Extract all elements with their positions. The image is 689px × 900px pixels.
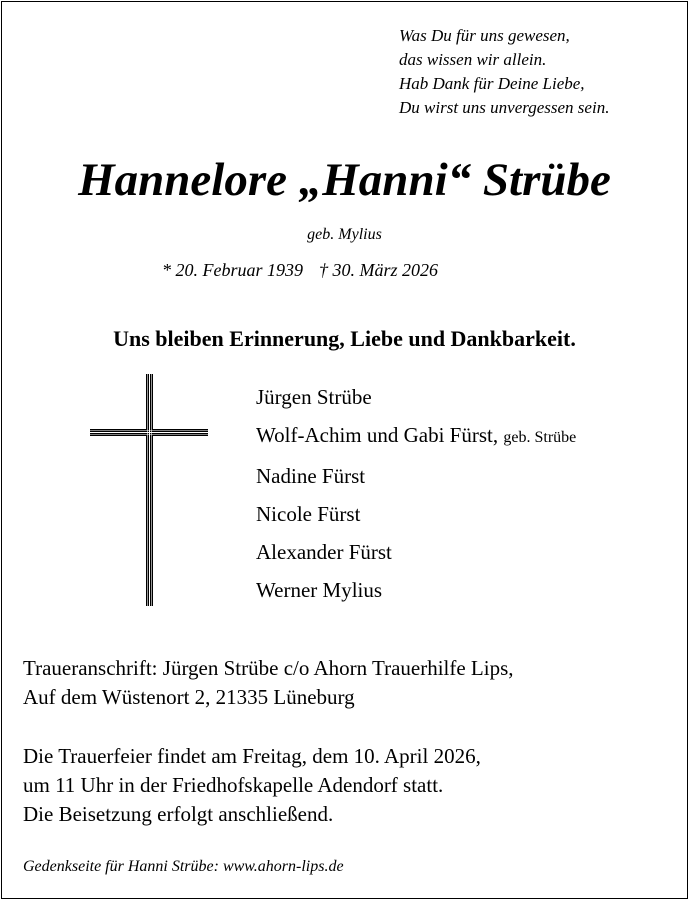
mourner: Jürgen Strübe [256,385,372,409]
service-line: Die Trauerfeier findet am Freitag, dem 10. April 2026, [23,744,481,768]
motto: Uns bleiben Erinnerung, Liebe und Dankbarkeit. [113,326,576,351]
service-line: Die Beisetzung erfolgt anschließend. [23,802,334,826]
deceased-name: Hannelore „Hanni“ Strübe [78,154,611,206]
mourner: Werner Mylius [256,578,383,602]
birth-name: geb. Mylius [307,226,382,243]
poem-line: Hab Dank für Deine Liebe, [399,74,585,93]
mourner-note: geb. Strübe [503,429,577,446]
mourner: Nicole Fürst [256,502,361,526]
life-dates [162,258,438,282]
mourners-list [256,378,576,609]
memorial-page-link: Gedenkseite für Hanni Strübe: www.ahorn-lips.de [23,858,344,875]
mourner: Alexander Fürst [256,540,392,564]
cross-icon [90,374,208,606]
address-line: Auf dem Wüstenort 2, 21335 Lüneburg [23,685,355,709]
mourner: Nadine Fürst [256,464,366,488]
funeral-service-info [23,742,481,829]
mourning-address [23,654,514,712]
service-line: um 11 Uhr in der Friedhofskapelle Adendorf statt. [23,773,444,797]
poem-line: Was Du für uns gewesen, [399,26,570,45]
poem-line: Du wirst uns unvergessen sein. [399,98,610,117]
address-line: Traueranschrift: Jürgen Strübe c/o Ahorn Trauerhilfe Lips, [23,656,514,680]
poem [399,24,609,120]
mourner: Wolf-Achim und Gabi Fürst, geb. Strübe [256,423,577,447]
birth-date: * 20. Februar 1939 [162,260,303,280]
poem-line: das wissen wir allein. [399,50,547,69]
death-date: † 30. März 2026 [319,260,439,280]
